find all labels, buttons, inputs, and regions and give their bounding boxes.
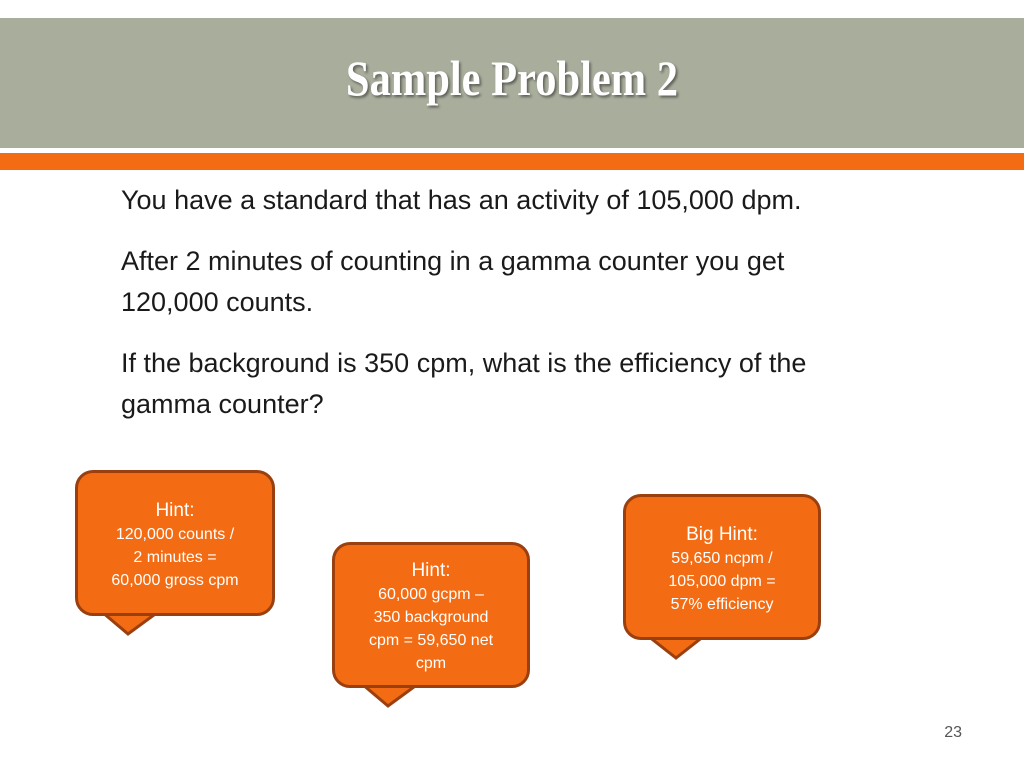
big-hint-callout-line-2: 105,000 dpm = bbox=[668, 573, 776, 590]
hint-callout-2-line-2: 350 background bbox=[373, 609, 489, 626]
hint-callout-2-line-3: cpm = 59,650 net bbox=[368, 632, 494, 649]
hint-callout-1-heading: Hint: bbox=[155, 500, 195, 521]
big-hint-callout-line-3: 57% efficiency bbox=[670, 596, 774, 613]
paragraph-standard-activity: You have a standard that has an activity of 105,000 dpm. bbox=[121, 185, 802, 215]
hint-callout-1-line-3: 60,000 gross cpm bbox=[111, 572, 239, 589]
big-hint-callout bbox=[623, 494, 821, 640]
paragraph-question: If the background is 350 cpm, what is the efficiency of the gamma counter? bbox=[121, 348, 807, 419]
slide-number: 23 bbox=[944, 724, 962, 741]
paragraph-counting: After 2 minutes of counting in a gamma counter you get 120,000 counts. bbox=[121, 246, 785, 317]
hint-callout-1-line-2: 2 minutes = bbox=[133, 549, 217, 566]
slide-title: Sample Problem 2 bbox=[345, 50, 679, 106]
hint-callout-1 bbox=[75, 470, 275, 616]
big-hint-callout-line-1: 59,650 ncpm / bbox=[671, 550, 773, 567]
hint-callout-2-line-1: 60,000 gcpm – bbox=[378, 586, 484, 603]
hint-callout-2-line-4: cpm bbox=[415, 655, 447, 672]
hint-callout-1-line-1: 120,000 counts / bbox=[115, 526, 235, 543]
hint-callout-2-heading: Hint: bbox=[411, 560, 451, 581]
hint-callout-2 bbox=[332, 542, 530, 688]
big-hint-callout-heading: Big Hint: bbox=[686, 524, 758, 545]
